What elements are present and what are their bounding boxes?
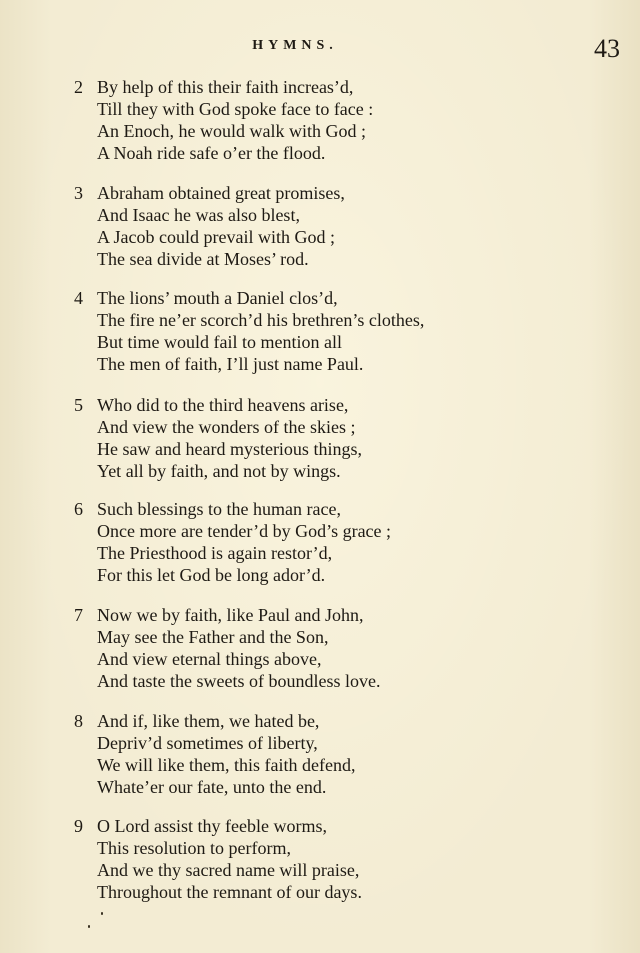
verse-line: We will like them, this faith defend,: [97, 755, 356, 775]
stanza-2: [74, 76, 624, 164]
verse-line: Yet all by faith, and not by wings.: [97, 461, 341, 481]
verse-line: O Lord assist thy feeble worms,: [97, 816, 327, 836]
stanza-9: [74, 815, 624, 903]
verse-line: And taste the sweets of boundless love.: [97, 671, 381, 691]
verse-line: And view eternal things above,: [97, 649, 322, 669]
verse-line: By help of this their faith increas’d,: [97, 77, 354, 97]
stanza-number: 9: [74, 816, 83, 836]
running-title: HYMNS.: [252, 38, 338, 53]
stanza-number: 3: [74, 183, 83, 203]
stanza-number: 5: [74, 395, 83, 415]
verse-line: Depriv’d sometimes of liberty,: [97, 733, 318, 753]
stanza-number: 2: [74, 77, 83, 97]
verse-line: Throughout the remnant of our days.: [97, 882, 362, 902]
page-number: 43: [594, 34, 620, 63]
verse-line: And we thy sacred name will praise,: [97, 860, 360, 880]
stanza-7: [74, 604, 624, 692]
stanza-number: 8: [74, 711, 83, 731]
verse-line: But time would fail to mention all: [97, 332, 342, 352]
verse-line: Abraham obtained great promises,: [97, 183, 345, 203]
stanza-3: [74, 182, 624, 270]
verse-line: An Enoch, he would walk with God ;: [97, 121, 366, 141]
verse-line: For this let God be long ador’d.: [97, 565, 326, 585]
verse-line: May see the Father and the Son,: [97, 627, 329, 647]
verse-line: And view the wonders of the skies ;: [97, 417, 356, 437]
verse-line: Now we by faith, like Paul and John,: [97, 605, 364, 625]
verse-line: Who did to the third heavens arise,: [97, 395, 349, 415]
verse-line: The sea divide at Moses’ rod.: [97, 249, 309, 269]
verse-line: A Noah ride safe o’er the flood.: [97, 143, 326, 163]
stanza-8: [74, 710, 624, 798]
verse-line: The Priesthood is again restor’d,: [97, 543, 333, 563]
stanza-number: 6: [74, 499, 83, 519]
ink-speck: [101, 912, 103, 915]
stanza-number: 4: [74, 288, 83, 308]
verse-line: And Isaac he was also blest,: [97, 205, 300, 225]
stanza-number: 7: [74, 605, 83, 625]
verse-line: And if, like them, we hated be,: [97, 711, 320, 731]
verse-line: This resolution to perform,: [97, 838, 291, 858]
verse-line: A Jacob could prevail with God ;: [97, 227, 335, 247]
ink-speck: [88, 925, 90, 928]
stanza-6: [74, 498, 624, 586]
verse-line: Till they with God spoke face to face :: [97, 99, 374, 119]
verse-line: Once more are tender’d by God’s grace ;: [97, 521, 392, 541]
verse-line: He saw and heard mysterious things,: [97, 439, 362, 459]
stanza-4: [74, 287, 624, 375]
verse-line: The men of faith, I’ll just name Paul.: [97, 354, 364, 374]
stanza-5: [74, 394, 624, 482]
verse-line: The lions’ mouth a Daniel clos’d,: [97, 288, 338, 308]
verse-line: The fire ne’er scorch’d his brethren’s clothes,: [97, 310, 425, 330]
verse-line: Whate’er our fate, unto the end.: [97, 777, 327, 797]
verse-line: Such blessings to the human race,: [97, 499, 341, 519]
